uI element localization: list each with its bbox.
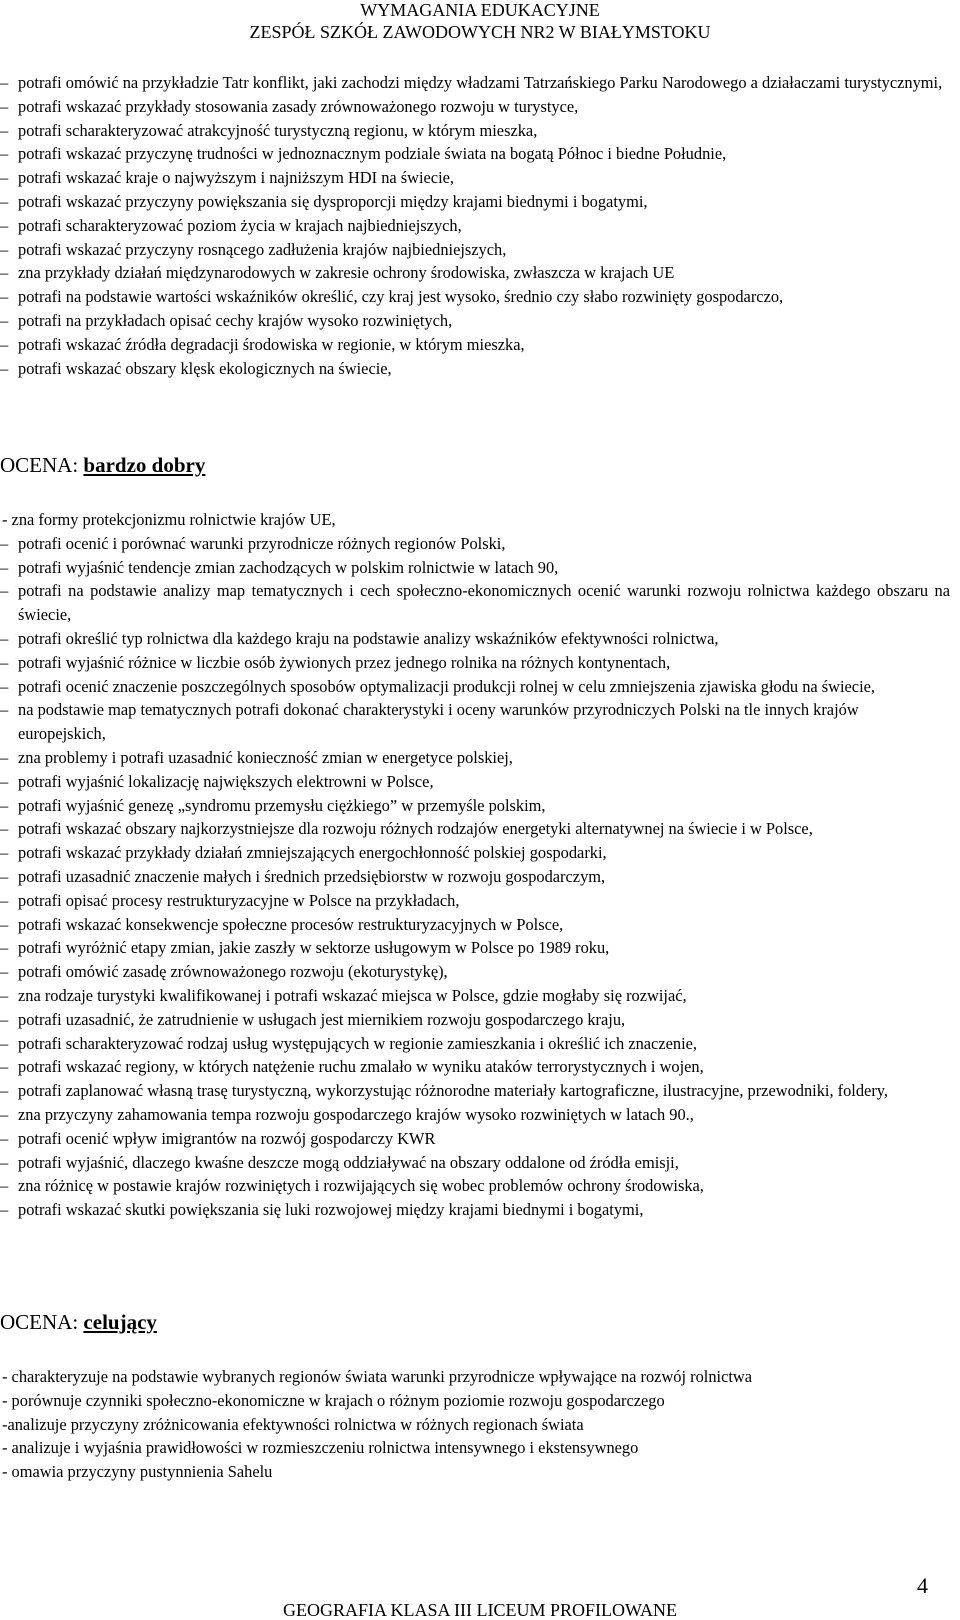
dash-bullet: – [0,843,9,863]
list-item-text: potrafi uzasadnić znaczenie małych i średnich przedsiębiorstw w rozwoju gospodarczym, [18,866,606,886]
header-school-title: WYMAGANIA EDUKACYJNE [360,0,600,20]
list-item-text: potrafi wyjaśnić tendencje zmian zachodzących w polskim rolnictwie w latach 90, [18,557,559,577]
dash-bullet: – [0,1033,9,1053]
list-item: - porównuje czynniki społeczno-ekonomiczne w krajach o różnym poziomie rozwoju gospodarczego [2,1390,665,1410]
dash-bullet: – [0,191,9,211]
list-item-text: potrafi wskazać źródła degradacji środowiska w regionie, w którym mieszka, [18,334,525,354]
list-item-text: potrafi omówić zasadę zrównoważonego rozwoju (ekoturystykę), [18,962,448,982]
dash-bullet: – [0,1104,9,1124]
list-item [0,1198,950,1222]
list-item-text: potrafi na podstawie wartości wskaźników określić, czy kraj jest wysoko, średnio czy słabo rozwinięty gospodarczo, [18,287,784,307]
list-item [0,675,950,699]
list-item [0,1103,950,1127]
list-item [0,357,950,381]
list-item [0,1055,950,1079]
list-item-text: potrafi na przykładach opisać cechy krajów wysoko rozwiniętych, [18,310,453,330]
list-item [0,1079,950,1103]
dash-bullet: – [0,310,9,330]
list-item [0,532,950,556]
dash-bullet: – [0,628,9,648]
list-item-text: potrafi wskazać regiony, w których natężenie ruchu zmalało w wyniku ataków terrorystycznych i wojen, [18,1057,704,1077]
list-item [0,166,950,190]
list-item-text: potrafi wskazać obszary najkorzystniejsze dla rozwoju różnych rodzajów energetyki alternatywnej na świecie i w Polsce, [18,819,813,839]
list-item [0,770,950,794]
dash-bullet: – [0,1152,9,1172]
list-item: -analizuje przyczyny zróżnicowania efektywności rolnictwa w różnych regionach świata [2,1414,584,1434]
list-item [0,119,950,143]
list-item [0,1032,950,1056]
list-item [0,746,950,770]
list-item-text: potrafi wyjaśnić różnice w liczbie osób żywionych przez jednego rolnika na różnych kontynentach, [18,652,671,672]
list-item-text: zna rodzaje turystyki kwalifikowanej i potrafi wskazać miejsca w Polsce, gdzie mogłaby się rozwijać, [18,985,687,1005]
list-item-text: zna problemy i potrafi uzasadnić konieczność zmian w energetyce polskiej, [18,747,513,767]
heading-grade-bardzo-dobry [0,452,205,478]
list-item-text: potrafi uzasadnić, że zatrudnienie w usługach jest miernikiem rozwoju gospodarczego kraju, [18,1009,626,1029]
list-item [0,889,950,913]
dash-bullet: – [0,652,9,672]
list-item [0,984,950,1008]
list-item-text: potrafi wskazać konsekwencje społeczne procesów restrukturyzacyjnych w Polsce, [18,914,564,934]
list-item [0,556,950,580]
dash-bullet: – [0,866,9,886]
list-item [0,1151,950,1175]
dash-bullet: – [0,1176,9,1196]
dash-bullet: – [0,819,9,839]
dash-bullet: – [0,557,9,577]
list-item-text: potrafi ocenić znaczenie poszczególnych sposobów optymalizacji produkcji rolnej w celu zmniejszenia zjawiska głodu na świecie, [18,676,876,696]
list-item-text: potrafi wyjaśnić genezę „syndromu przemysłu ciężkiego” w przemyśle polskim, [18,795,546,815]
list-item [0,309,950,333]
list-item [0,865,950,889]
list-item [0,651,950,675]
list-item: - charakteryzuje na podstawie wybranych regionów świata warunki przyrodnicze wpływające na rozwój rolnictwa [2,1367,753,1386]
dash-bullet: – [0,358,9,378]
list-item [0,261,950,285]
list-item-text: potrafi wyróżnić etapy zmian, jakie zaszły w sektorze usługowym w Polsce po 1989 roku, [18,938,610,958]
list-item-text: potrafi wskazać przyczynę trudności w jednoznacznym podziale świata na bogatą Północ i biedne Południe, [18,144,727,164]
list-item [0,71,950,95]
list-item-text: potrafi ocenić i porównać warunki przyrodnicze różnych regionów Polski, [18,533,506,553]
section-requirements-celujacy [0,1365,950,1484]
list-item [0,95,950,119]
list-item-text: potrafi wyjaśnić, dlaczego kwaśne deszcze mogą oddziaływać na obszary oddalone od źródła emisji, [18,1152,679,1172]
grade-name: bardzo dobry [83,453,206,477]
dash-bullet: – [0,985,9,1005]
list-item-text: potrafi wskazać obszary klęsk ekologicznych na świecie, [18,358,392,378]
dash-bullet: – [0,962,9,982]
dash-bullet: – [0,676,9,696]
list-item [0,579,950,627]
list-item [0,913,950,937]
list-item-text: potrafi zaplanować własną trasę turystyczną, wykorzystując różnorodne materiały kartograficzne, ilustracyjne, przewodniki, foldery, [18,1081,889,1101]
dash-bullet: – [0,73,9,92]
dash-bullet: – [0,120,9,140]
list-item [0,841,950,865]
list-item-text: potrafi wskazać skutki powiększania się luki rozwojowej między krajami biednymi i bogatymi, [18,1200,644,1220]
dash-bullet: – [0,938,9,958]
list-item-text: potrafi ocenić wpływ imigrantów na rozwój gospodarczy KWR [18,1128,436,1148]
page-footer: GEOGRAFIA KLASA III LICEUM PROFILOWANE [283,1600,677,1620]
dash-bullet: – [0,747,9,767]
list-item-text: potrafi wyjaśnić lokalizację największych elektrowni w Polsce, [18,771,434,791]
list-item-text: zna przykłady działań międzynarodowych w zakresie ochrony środowiska, zwłaszcza w krajach UE [18,263,675,283]
dash-bullet: – [0,96,9,116]
list-item-text: potrafi opisać procesy restrukturyzacyjne w Polsce na przykładach, [18,890,460,910]
list-item [0,817,950,841]
list-item-text: potrafi wskazać przyczyny rosnącego zadłużenia krajów najbiedniejszych, [18,239,507,259]
list-item-text: potrafi scharakteryzować rodzaj usług występujących w regionie zamieszkania i określić ich znaczenie, [18,1033,697,1053]
dash-bullet: – [0,263,9,283]
list-item-text: potrafi wskazać kraje o najwyższym i najniższym HDI na świecie, [18,168,455,188]
list-item-text: zna różnicę w postawie krajów rozwiniętych i rozwijających się wobec problemów ochrony środowiska, [18,1176,704,1196]
dash-bullet: – [0,1200,9,1220]
grade-name: celujący [83,1310,157,1334]
dash-bullet: – [0,334,9,354]
heading-grade-celujacy [0,1309,157,1335]
list-item-text: potrafi na podstawie analizy map tematycznych i cech społeczno-ekonomicznych ocenić warunki rozwoju rolnictwa każdego obszaru na świecie, [18,581,950,625]
list-item [0,794,950,818]
page-number: 4 [917,1573,928,1598]
list-item [0,1127,950,1151]
dash-bullet: – [0,700,9,720]
dash-bullet: – [0,1009,9,1029]
dash-bullet: – [0,239,9,259]
list-item [0,214,950,238]
dash-bullet: – [0,144,9,164]
grade-prefix: OCENA: [0,1310,79,1334]
dash-bullet: – [0,533,9,553]
list-item [0,190,950,214]
dash-bullet: – [0,581,9,601]
dash-bullet: – [0,215,9,235]
list-item-text: potrafi wskazać przykłady stosowania zasady zrównoważonego rozwoju w turystyce, [18,96,579,116]
list-item-text: potrafi wskazać przyczyny powiększania się dysproporcji między krajami biednymi i bogatymi, [18,191,648,211]
dash-bullet: – [0,287,9,307]
grade-prefix: OCENA: [0,453,79,477]
list-item [0,238,950,262]
section-requirements-dobry [0,71,950,380]
dash-bullet: – [0,795,9,815]
header-school-name: ZESPÓŁ SZKÓŁ ZAWODOWYCH NR2 W BIAŁYMSTOKU [249,22,711,42]
list-item [0,627,950,651]
dash-bullet: – [0,1081,9,1101]
list-item [0,333,950,357]
list-item [0,698,950,746]
list-item-text: na podstawie map tematycznych potrafi dokonać charakterystyki i oceny warunków przyrodniczych Polski na tle innych krajów europejskich, [18,700,859,744]
list-item [0,960,950,984]
list-item [0,285,950,309]
dash-bullet: – [0,1057,9,1077]
dash-bullet: – [0,890,9,910]
list-item-text: potrafi omówić na przykładzie Tatr konflikt, jaki zachodzi między władzami Tatrzańskiego Parku Narodowego a działaczami turystycznymi, [18,73,943,92]
list-item [0,1008,950,1032]
section-requirements-bardzo-dobry [0,508,950,1222]
list-item-text: potrafi wskazać przykłady działań zmniejszających energochłonność polskiej gospodarki, [18,843,607,863]
list-item: - omawia przyczyny pustynnienia Sahelu [2,1462,273,1482]
list-item: - analizuje i wyjaśnia prawidłowości w rozmieszczeniu rolnictwa intensywnego i ekstensywnego [2,1438,639,1458]
list-item-first: - zna formy protekcjonizmu rolnictwie krajów UE, [2,510,336,529]
list-item-text: potrafi scharakteryzować atrakcyjność turystyczną regionu, w którym mieszka, [18,120,538,140]
dash-bullet: – [0,771,9,791]
list-item [0,936,950,960]
list-item-text: zna przyczyny zahamowania tempa rozwoju gospodarczego krajów wysoko rozwiniętych w latach 90., [18,1104,694,1124]
list-item [0,142,950,166]
dash-bullet: – [0,1128,9,1148]
list-item [0,1174,950,1198]
list-item-text: potrafi określić typ rolnictwa dla każdego kraju na podstawie analizy wskaźników efektywności rolnictwa, [18,628,719,648]
list-item-text: potrafi scharakteryzować poziom życia w krajach najbiedniejszych, [18,215,462,235]
dash-bullet: – [0,168,9,188]
dash-bullet: – [0,914,9,934]
